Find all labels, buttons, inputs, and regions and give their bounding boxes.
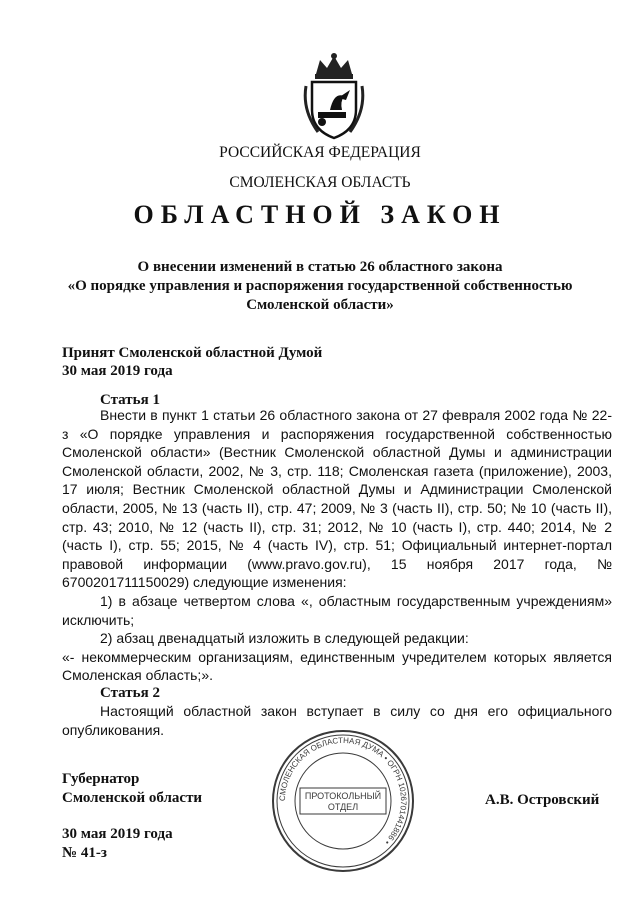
- law-title: [0, 258, 640, 315]
- law-title-line: Смоленской области»: [246, 297, 394, 313]
- signatory-position: [62, 770, 202, 808]
- region-heading: СМОЛЕНСКАЯ ОБЛАСТЬ: [229, 174, 411, 191]
- article-1-item-1: 1) в абзаце четвертом слова «, областным государственным учреждениям» исключить;: [62, 592, 612, 628]
- article-1-body: [62, 406, 612, 685]
- law-title-line: О внесении изменений в статью 26 областного закона: [137, 259, 503, 275]
- coat-of-arms-icon: [300, 52, 368, 140]
- stamp-outer-text: СМОЛЕНСКАЯ ОБЛАСТНАЯ ДУМА • ОГРН 1026701441886 •: [277, 735, 409, 847]
- adoption-info: [62, 344, 322, 380]
- article-2-text: Настоящий областной закон вступает в силу со дня его официального опубликования.: [62, 703, 612, 738]
- article-1-item-2: 2) абзац двенадцатый изложить в следующей редакции:: [100, 630, 469, 647]
- law-date-number: [62, 825, 173, 863]
- law-number: № 41-з: [62, 845, 107, 861]
- official-stamp: [270, 728, 416, 874]
- country-heading: РОССИЙСКАЯ ФЕДЕРАЦИЯ: [219, 144, 421, 161]
- article-1-item-2-text: «- некоммерческим организациям, единственным учредителем которых является Смоленская область;».: [62, 648, 612, 684]
- law-title-line: «О порядке управления и распоряжения государственной собственностью: [67, 278, 573, 294]
- article-1-heading: Статья 1: [100, 392, 160, 408]
- stamp-inner-text-2: ОТДЕЛ: [327, 802, 359, 812]
- signatory-name: А.В. Островский: [485, 792, 600, 808]
- adopted-date: 30 мая 2019 года: [62, 363, 173, 379]
- position-line: Губернатор: [62, 771, 140, 787]
- article-2-heading: Статья 2: [100, 685, 160, 701]
- doc-type-heading: ОБЛАСТНОЙ ЗАКОН: [133, 200, 507, 229]
- law-date: 30 мая 2019 года: [62, 826, 173, 842]
- adopted-by: Принят Смоленской областной Думой: [62, 345, 323, 361]
- article-1-intro: Внести в пункт 1 статьи 26 областного закона от 27 февраля 2002 года № 22-з «О порядке управления и распоряжения государственной собственностью Смоленской области» (Вестник Смоленской областной Думы и администрации Смоленской области, 2002, № 3, стр. 118; Смоленская газета (приложение), 2003, 17 июля; Вестник Смоленской областной Думы и Администрации Смоленской области, 2005, № 13 (часть II), стр. 47; 2009, № 3 (часть II), стр. 50; № 10 (часть II), стр. 43; 2010, № 12 (часть II), стр. 31; 2012, № 10 (часть I), стр. 440; 2014, № 2 (часть I), стр. 55; 2015, № 4 (часть IV), стр. 51; Официальный интернет-портал правовой информации (www.pravo.gov.ru), 15 ноября 2017 года, № 6700201711150029) следующие изменения:: [62, 407, 612, 591]
- position-line: Смоленской области: [62, 790, 203, 806]
- stamp-inner-text: ПРОТОКОЛЬНЫЙ: [304, 791, 382, 801]
